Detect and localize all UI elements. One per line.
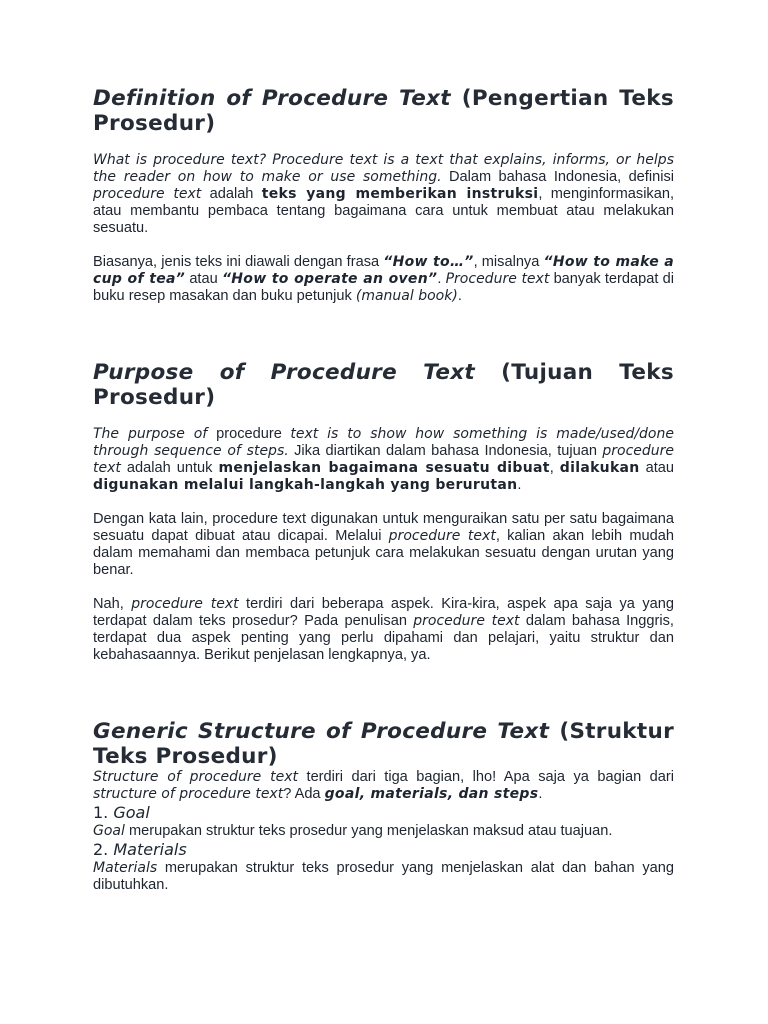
text-segment: , kalian akan lebih mudah dalam memahami dan membaca petunjuk cara melakukan sesuatu dengan urutan yang benar.	[93, 528, 674, 578]
bold-term: digunakan melalui langkah-langkah yang berurutan	[93, 477, 518, 493]
text-segment: banyak terdapat di buku resep masakan dan buku petunjuk	[93, 271, 675, 304]
list-item-title	[93, 803, 674, 823]
text-segment: atau	[185, 271, 222, 287]
text-segment: ,	[549, 460, 560, 476]
definition-paragraph-1	[93, 152, 674, 237]
purpose-paragraph-3	[93, 596, 674, 664]
bold-term: teks yang memberikan instruksi	[261, 186, 539, 202]
italic-term: Procedure text	[445, 271, 550, 287]
structure-item-goal	[93, 803, 674, 840]
italic-term: text is to show how something is made/used/done through sequence of steps.	[93, 426, 674, 459]
bold-term: menjelaskan bagaimana sesuatu dibuat	[218, 460, 550, 476]
text-segment: Jika diartikan dalam bahasa Indonesia, tujuan	[288, 443, 603, 459]
definition-heading	[93, 86, 674, 136]
structure-heading-en: Generic Structure of Procedure Text	[93, 719, 550, 744]
definition-section	[93, 86, 674, 305]
structure-paragraph-1	[93, 769, 674, 803]
structure-item-materials	[93, 840, 674, 894]
text-segment: procedure	[216, 426, 291, 442]
italic-term: Materials	[93, 860, 158, 876]
definition-heading-id: (Pengertian Teks Prosedur)	[93, 86, 674, 136]
italic-term: procedure text	[93, 443, 675, 476]
purpose-heading	[93, 360, 674, 410]
list-item-number: 1.	[93, 803, 109, 822]
italic-term: procedure text	[413, 613, 520, 629]
text-segment: Biasanya, jenis teks ini diawali dengan frasa	[93, 254, 384, 270]
text-segment: merupakan struktur teks prosedur yang menjelaskan alat dan bahan yang dibutuhkan.	[93, 860, 674, 893]
bold-italic-phrase: “How to operate an oven”	[221, 271, 438, 287]
text-segment: dalam bahasa Inggris, terdapat dua aspek penting yang perlu dipahami dan pelajari, yaitu struktur dan kebahasaannya. Berikut penjelasan lengkapnya, ya.	[93, 613, 674, 663]
italic-term: structure of procedure text	[93, 786, 284, 802]
text-segment: , misalnya	[473, 254, 544, 270]
text-segment: ? Ada	[283, 786, 325, 802]
bold-italic-phrase: “How to…”	[383, 254, 474, 270]
text-segment: merupakan struktur teks prosedur yang menjelaskan maksud atau tuajuan.	[124, 823, 613, 839]
text-segment: .	[517, 477, 522, 493]
text-segment: Nah,	[93, 596, 132, 612]
italic-term: (manual book)	[355, 288, 458, 304]
bold-italic-phrase: goal, materials, dan steps	[324, 786, 539, 802]
purpose-section	[93, 360, 674, 664]
purpose-heading-id: (Tujuan Teks Prosedur)	[93, 360, 674, 410]
text-segment: atau	[639, 460, 674, 476]
text-segment: .	[437, 271, 446, 287]
bold-italic-phrase: “How to make a cup of tea”	[93, 254, 675, 287]
definition-paragraph-2	[93, 254, 674, 305]
structure-heading	[93, 719, 674, 769]
text-segment: adalah	[201, 186, 262, 202]
purpose-heading-en: Purpose of Procedure Text	[93, 360, 475, 385]
text-segment: .	[538, 786, 543, 802]
italic-term: Goal	[93, 823, 125, 839]
italic-term: The purpose of	[93, 426, 217, 442]
document-page	[93, 86, 674, 894]
text-segment: terdiri dari tiga bagian, lho! Apa saja ya bagian dari	[298, 769, 674, 785]
text-segment: Dengan kata lain, procedure text digunakan untuk menguraikan satu per satu bagaimana sesuatu dapat dibuat atau dicapai. Melalui	[93, 511, 674, 544]
list-item-description	[93, 860, 674, 894]
structure-heading-id: (Struktur Teks Prosedur)	[93, 719, 674, 769]
text-segment: adalah untuk	[120, 460, 219, 476]
list-item-label: Materials	[113, 840, 187, 859]
italic-term: procedure text	[93, 186, 202, 202]
purpose-paragraph-1	[93, 426, 674, 494]
text-segment: terdiri dari beberapa aspek. Kira-kira, aspek apa saja ya yang terdapat dalam teks prosedur? Pada penulisan	[93, 596, 674, 629]
bold-term: dilakukan	[559, 460, 640, 476]
structure-section	[93, 719, 674, 894]
list-item-number: 2.	[93, 840, 109, 859]
italic-term: procedure text	[131, 596, 239, 612]
italic-term: Structure of procedure text	[93, 769, 299, 785]
italic-term: procedure text	[388, 528, 496, 544]
definition-heading-en: Definition of Procedure Text	[93, 86, 451, 111]
text-segment: , menginformasikan, atau membantu pembaca tentang bagaimana cara untuk membuat atau melakukan sesuatu.	[93, 186, 675, 236]
list-item-description	[93, 823, 674, 840]
text-segment: .	[457, 288, 462, 304]
purpose-paragraph-2	[93, 511, 674, 579]
list-item-title	[93, 840, 674, 860]
definition-english-text: What is procedure text? Procedure text is a text that explains, informs, or helps the reader on how to make or use something.	[93, 152, 674, 185]
text-segment: Dalam bahasa Indonesia, definisi	[441, 169, 674, 185]
list-item-label: Goal	[113, 803, 150, 822]
